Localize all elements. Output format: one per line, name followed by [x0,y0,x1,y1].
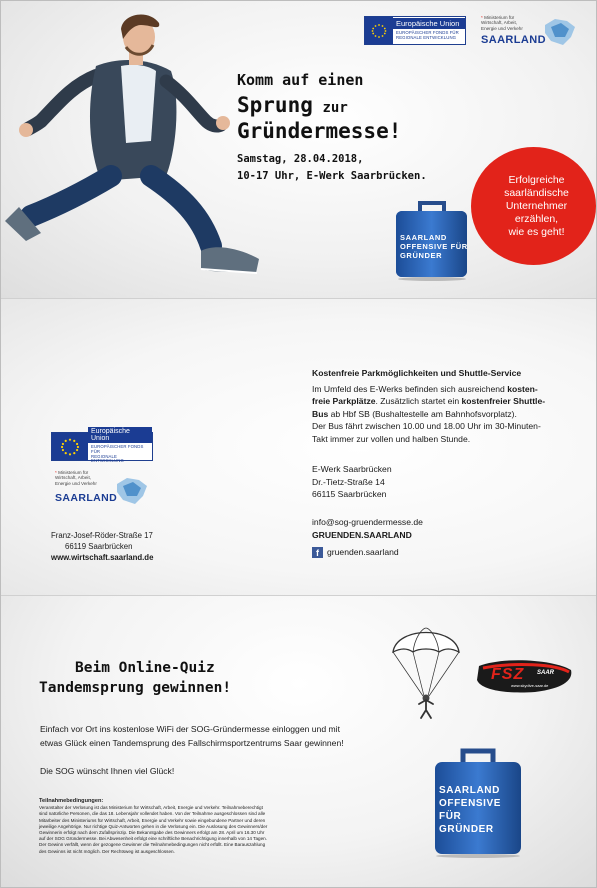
info-line3: Bus ab Hbf SB (Bushaltestelle am Bahnhofsvorplatz). [312,408,517,419]
saarland-word: SAARLAND [55,492,118,504]
eu-logo [51,427,153,464]
website-link[interactable]: GRUENDEN.SAARLAND [312,529,412,540]
terms-block [39,798,384,855]
saarland-map-icon [541,17,579,47]
headline-line3: Gründermesse! [237,119,402,143]
ministry-website-link[interactable]: www.wirtschaft.saarland.de [51,552,154,562]
venue-name: E-Werk Saarbrücken [312,464,392,474]
ministry-text: * Ministerium für Wirtschaft, Arbeit, Energie und Verkehr [55,470,97,486]
running-man-illustration [1,11,276,291]
venue-address [312,463,392,501]
eu-fund-text: EUROPÄISCHER FONDS FÜR REGIONALE ENTWICKLUNG [396,30,459,40]
good-luck-text: Die SOG wünscht Ihnen viel Glück! [40,766,175,776]
saarland-word: SAARLAND [481,34,546,46]
panel-quiz [1,595,597,888]
eu-flag-icon [365,17,393,44]
eu-name: Europäische Union [88,427,152,443]
terms-line: Mitarbeiter des Ministeriums für Wirtschaft, Arbeit, Energie und Verkehr sowie eingebundene Partner und deren [39,817,266,823]
ministry-address [51,531,153,563]
quiz-body [40,722,344,750]
terms-line: sind natürliche Personen, die das 18. Lebensjahr vollendet haben. Von der Teilnahme ausgeschlossen sind alle [39,811,266,817]
fsz-url: www.skydive-saar.de [511,683,549,688]
eu-fund-text: EUROPÄISCHER FONDS FÜR REGIONALE ENTWICKLUNG [91,443,144,464]
address-city: 66119 Saarbrücken [65,541,133,551]
terms-line: Gewinnerin erfolgt nach dem Zufallsprinzip. Die Bekanntgabe des Gewinners erfolgt am 28. April um 16.30 Uhr [39,830,265,836]
venue-street: Dr.-Tietz-Straße 14 [312,476,385,487]
email-link[interactable]: info@sog-gruendermesse.de [312,517,423,527]
terms-line: Veranstalter der Verlosung ist das Ministerium für Wirtschaft, Arbeit, Energie und Verkehr. Teilnahmeberechtigt [39,805,263,811]
headline-line2: Sprung zur [237,93,348,117]
venue-city: 66115 Saarbrücken [312,489,387,500]
address-street: Franz-Josef-Röder-Straße 17 [51,531,153,540]
briefcase-illustration [394,199,469,281]
briefcase-label: SAARLAND OFFENSIVE FÜR GRÜNDER [439,785,502,835]
info-line4: Der Bus fährt zwischen 10.00 und 18.00 Uhr im 30-Minuten- [312,421,541,432]
briefcase-label: SAARLAND OFFENSIVE FÜR GRÜNDER [400,233,468,260]
terms-line: jeweilige Angehörige. Nur richtige Quiz-Antworten gehen in die Verlosung ein. Die Auslosung des Gewinners/der [39,823,268,829]
quiz-body-line2: etwas Glück einen Tandemsprung des Fallschirmsportzentrums Saar gewinnen! [40,738,344,748]
info-heading: Kostenfreie Parkmöglichkeiten und Shuttle-Service [312,368,522,378]
headline-line1: Komm auf einen [237,71,364,89]
testimonial-badge: Erfolgreiche saarländische Unternehmer erzählen, wie es geht! [471,147,596,265]
eu-name: Europäische Union [393,18,465,29]
saarland-logo [479,15,584,49]
info-line5: Takt immer zur vollen und halben Stunde. [312,433,471,444]
contact-block [312,516,423,559]
quiz-headline-line2: Tandemsprung gewinnen! [39,680,232,696]
parachute-icon [389,618,463,722]
facebook-link[interactable]: f gruenden.saarland [312,546,423,559]
event-time-place: 10-17 Uhr, E-Werk Saarbrücken. [237,170,427,182]
facebook-icon: f [312,547,323,558]
eu-logo [364,16,466,45]
saarland-map-icon [113,476,151,506]
quiz-headline-line1: Beim Online-Quiz [75,660,215,676]
terms-line: auf der SOG Gründermesse. Bei Abwesenheit erfolgt eine schriftliche Benachrichtigung innerhalb von 14 Tagen. [39,836,267,842]
shuttle-info [312,367,572,446]
quiz-body-line1: Einfach vor Ort ins kostenlose WiFi der SOG-Gründermesse einloggen und mit [40,724,340,734]
saarland-logo [53,470,158,504]
info-line2: freie Parkplätze. Zusätzlich startet ein kostenfreier Shuttle- [312,396,546,407]
fsz-sub: SAAR [537,670,555,676]
panel-cover [1,1,597,298]
event-date: Samstag, 28.04.2018, [237,153,364,165]
terms-line: des Gewinns ist nicht möglich. Der Rechtsweg ist ausgeschlossen. [39,848,175,854]
eu-flag-icon [52,433,88,460]
ministry-text: * Ministerium für Wirtschaft, Arbeit, Energie und Verkehr [481,15,523,31]
briefcase-illustration [433,746,523,858]
info-line1: Im Umfeld des E-Werks befinden sich ausreichend kosten- [312,383,538,394]
fsz-logo [475,660,575,694]
terms-title: Teilnahmebedingungen: [39,798,104,804]
fsz-word: FSZ [491,666,525,683]
terms-line: Der Gewinn verfällt, wenn der gezogene Gewinner die Teilnahmebedingungen nicht erfüllt. Eine Barauszahlung [39,842,266,848]
panel-info [1,298,597,595]
